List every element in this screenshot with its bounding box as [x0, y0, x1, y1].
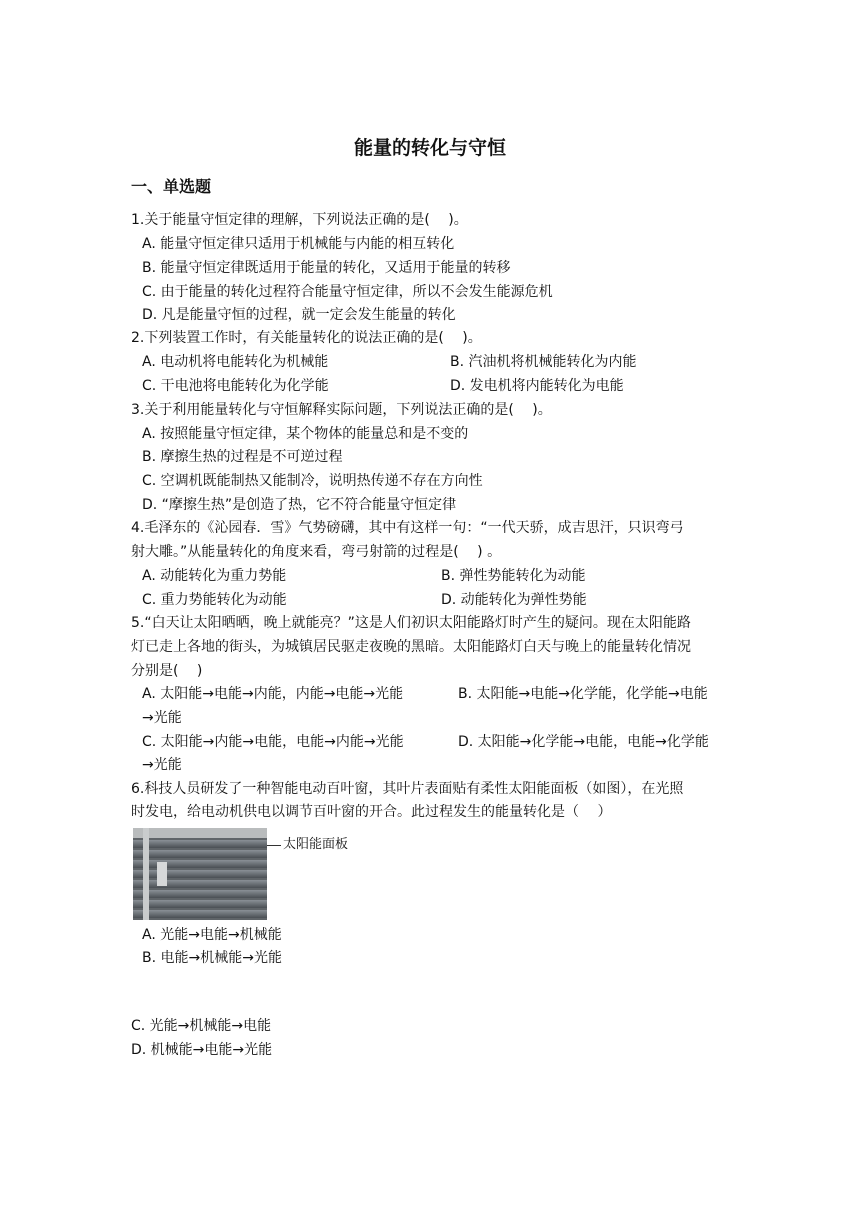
section-heading: 一、单选题: [131, 177, 212, 196]
question-1-option-a: A. 能量守恒定律只适用于机械能与内能的相互转化: [142, 236, 455, 252]
question-5-stem-line-1: 5.“白天让太阳晒晒，晚上就能亮？”这是人们初识太阳能路灯时产生的疑问。现在太阳能路: [131, 615, 691, 631]
question-2-option-c: C. 干电池将电能转化为化学能: [142, 378, 329, 394]
question-6-stem-line-2: 时发电，给电动机供电以调节百叶窗的开合。此过程发生的能量转化是（ ）: [131, 804, 612, 820]
solar-blind-photo: [133, 828, 267, 920]
question-6-option-a: A. 光能→电能→机械能: [142, 927, 282, 943]
question-4-option-a: A. 动能转化为重力势能: [142, 568, 287, 584]
question-4-option-d: D. 动能转化为弹性势能: [441, 592, 587, 608]
figure-label: 太阳能面板: [283, 837, 349, 852]
question-3-option-b: B. 摩擦生热的过程是不可逆过程: [142, 449, 343, 465]
question-3-option-d: D. “摩擦生热”是创造了热，它不符合能量守恒定律: [142, 497, 457, 513]
question-6-option-d: D. 机械能→电能→光能: [131, 1042, 273, 1058]
question-3-stem: 3.关于利用能量转化与守恒解释实际问题，下列说法正确的是( )。: [131, 402, 552, 418]
question-2-option-d: D. 发电机将内能转化为电能: [450, 378, 624, 394]
question-6-option-b: B. 电能→机械能→光能: [142, 950, 282, 966]
page-title: 能量的转化与守恒: [353, 137, 506, 159]
question-5-option-b: B. 太阳能→电能→化学能，化学能→电能: [458, 686, 708, 702]
question-6-option-c: C. 光能→机械能→电能: [131, 1018, 272, 1034]
question-1-option-d: D. 凡是能量守恒的过程，就一定会发生能量的转化: [142, 307, 456, 323]
question-1-stem: 1.关于能量守恒定律的理解，下列说法正确的是( )。: [131, 212, 468, 228]
question-4-option-b: B. 弹性势能转化为动能: [441, 568, 586, 584]
question-5-stem-line-3: 分别是( ): [131, 663, 203, 679]
question-5-option-c: C. 太阳能→内能→电能，电能→内能→光能: [142, 734, 404, 750]
question-6-stem-line-1: 6.科技人员研发了一种智能电动百叶窗，其叶片表面贴有柔性太阳能面板（如图），在光照: [131, 781, 684, 797]
question-2-option-b: B. 汽油机将机械能转化为内能: [450, 354, 637, 370]
question-3-option-c: C. 空调机既能制热又能制冷，说明热传递不存在方向性: [142, 473, 483, 489]
question-5-stem-line-2: 灯已走上各地的街头，为城镇居民驱走夜晚的黑暗。太阳能路灯白天与晚上的能量转化情况: [131, 639, 691, 655]
question-5-option-a: A. 太阳能→电能→内能，内能→电能→光能: [142, 686, 404, 702]
question-1-option-c: C. 由于能量的转化过程符合能量守恒定律，所以不会发生能源危机: [142, 284, 553, 300]
question-1-option-b: B. 能量守恒定律既适用于能量的转化，又适用于能量的转移: [142, 260, 511, 276]
question-5-option-b-continued: →光能: [142, 710, 182, 726]
question-4-stem-line-2: 射大雕。”从能量转化的角度来看，弯弓射箭的过程是( ) 。: [131, 544, 502, 560]
question-2-stem: 2.下列装置工作时，有关能量转化的说法正确的是( )。: [131, 330, 482, 346]
figure-leader-line: [267, 845, 281, 846]
question-4-option-c: C. 重力势能转化为动能: [142, 592, 287, 608]
question-3-option-a: A. 按照能量守恒定律，某个物体的能量总和是不变的: [142, 426, 469, 442]
question-5-option-d-continued: →光能: [142, 757, 182, 773]
question-5-option-d: D. 太阳能→化学能→电能，电能→化学能: [458, 734, 709, 750]
question-2-option-a: A. 电动机将电能转化为机械能: [142, 354, 329, 370]
question-4-stem-line-1: 4.毛泽东的《沁园春．雪》气势磅礴，其中有这样一句：“一代天骄，成吉思汗，只识弯弓: [131, 520, 684, 536]
